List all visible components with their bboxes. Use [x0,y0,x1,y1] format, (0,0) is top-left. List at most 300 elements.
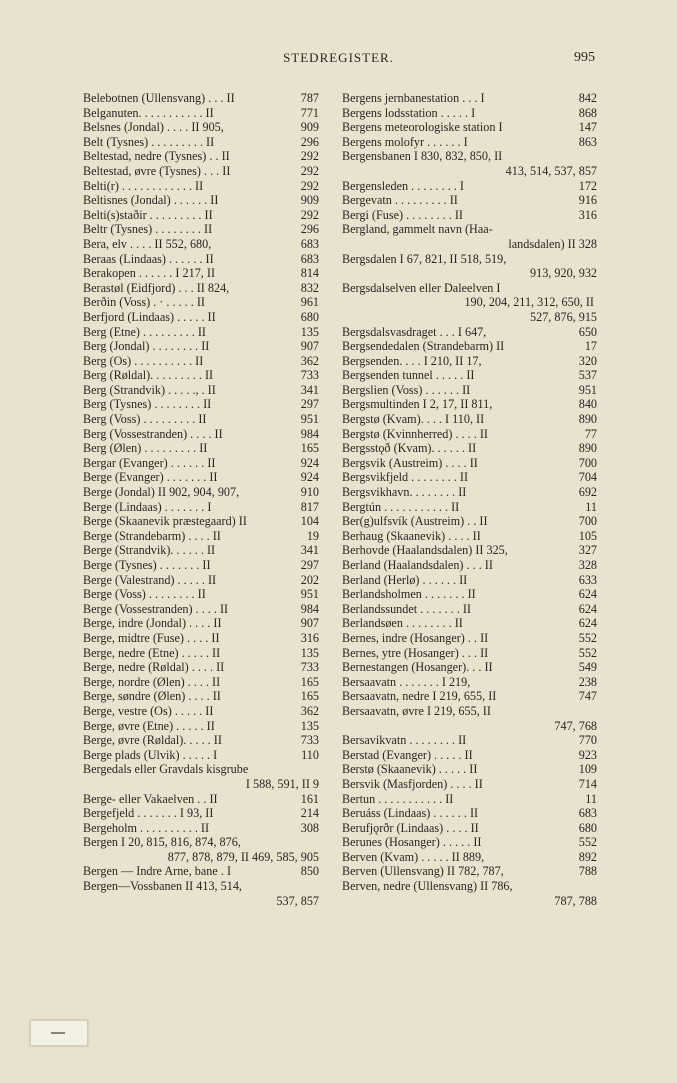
entry-page-ref: 680 [578,820,597,835]
index-entry [342,354,597,369]
entry-text: Berlandsøen . . . . . . . . II [342,616,463,631]
entry-text: Bergsvik (Austreim) . . . . II [342,455,478,470]
entry-text: Bergsdalselven eller Daleelven I [342,280,501,295]
entry-page-ref: 292 [300,178,319,193]
index-entry [83,485,319,500]
entry-text: Bergsmultinden I 2, 17, II 811, [342,397,493,412]
index-entry [83,835,319,864]
entry-page-ref: 787 [300,91,319,105]
index-entry [83,266,319,281]
entry-line [342,252,597,267]
entry-text: Berstø (Skaanevik) . . . . . II [342,762,478,777]
entry-line [342,762,597,777]
entry-page-ref [316,835,319,850]
entry-line [342,864,597,879]
entry-page-ref: 552 [578,630,597,645]
page-tab-marker [30,1020,88,1046]
entry-text: Berakopen . . . . . . I 217, II [83,266,215,281]
entry-page-ref [594,295,597,310]
entry-line [342,354,597,369]
entry-page-ref: 714 [578,776,597,791]
index-entry [342,879,597,908]
entry-line [83,500,319,515]
entry-line [83,675,319,690]
entry-page-ref: 842 [578,91,597,105]
entry-line [83,310,319,325]
index-entry [83,821,319,836]
index-entry [342,470,597,485]
entry-text: Belt (Tysnes) . . . . . . . . . II [83,134,215,149]
entry-line [342,602,597,617]
entry-text: Bergefjeld . . . . . . . I 93, II [83,806,214,821]
entry-text: Berhovde (Haalandsdalen) II 325, [342,543,508,558]
entry-text: Berge (Strandebarm) . . . . II [83,528,221,543]
entry-page-ref: 238 [578,674,597,689]
entry-page-ref: 909 [300,193,319,208]
entry-line [342,135,597,150]
entry-page-ref: 328 [578,236,597,251]
index-entry [342,456,597,471]
entry-line [83,806,319,821]
entry-line [342,821,597,836]
entry-page-ref: 292 [300,207,319,222]
entry-page-ref: 951 [578,382,597,397]
entry-text: Bergens jernbanestation . . . I [342,91,485,105]
index-entry [83,368,319,383]
entry-line [342,412,597,427]
entry-text: Bergens meteorologiske station I [342,120,503,135]
entry-text: Berg (Ølen) . . . . . . . . . II [83,441,208,456]
index-entry [83,310,319,325]
index-entry [83,222,319,237]
entry-text: Bergensleden . . . . . . . . I [342,178,464,193]
index-entry [83,193,319,208]
entry-page-ref: 77 [584,426,597,441]
entry-line [83,704,319,719]
index-entry [342,193,597,208]
entry-text: Bergen—Vossbanen II 413, 514, [83,879,242,894]
entry-text: Berfjord (Lindaas) . . . . . II [83,309,216,324]
entry-text: Bergar (Evanger) . . . . . . II [83,455,216,470]
index-entry [83,383,319,398]
entry-text: Berg (Voss) . . . . . . . . . II [83,412,207,427]
entry-line [342,529,597,544]
entry-line [342,383,597,398]
entry-line [83,631,319,646]
entry-line [342,748,597,763]
entry-line [342,193,597,208]
entry-page-ref: 110 [301,747,319,762]
index-entry [83,135,319,150]
entry-continuation-line [342,237,597,252]
entry-text: Berge (Tysnes) . . . . . . . II [83,558,211,572]
entry-page-ref: 817 [300,499,319,514]
entry-text: Berge, søndre (Ølen) . . . . II [83,689,221,704]
entry-page-ref: 788 [578,864,597,879]
entry-text: Berge, nordre (Ølen) . . . . II [83,674,221,689]
entry-line [83,368,319,383]
entry-page-ref: 11 [585,791,597,806]
entry-text: Bergsvikfjeld . . . . . . . . II [342,470,469,485]
entry-page-ref [594,879,597,894]
index-entry [342,660,597,675]
index-entry [342,281,597,325]
index-entry [83,689,319,704]
entry-line [83,339,319,354]
entry-page-ref: 868 [578,105,597,120]
entry-line [342,91,597,106]
entry-page-ref: 104 [300,514,319,529]
entry-line [83,266,319,281]
entry-text: Berge (Lindaas) . . . . . . . I [83,499,212,514]
page-number: 995 [574,50,595,65]
entry-page-ref: 292 [300,163,319,178]
entry-line [342,325,597,340]
entry-line [83,602,319,617]
index-entry [83,500,319,515]
index-entry [83,631,319,646]
entry-line [83,616,319,631]
entry-page-ref: 650 [578,324,597,339]
index-entry [342,120,597,135]
index-entry [342,529,597,544]
index-entry [342,339,597,354]
entry-text: Bera, elv . . . . II 552, 680, [83,236,212,251]
page-header [0,50,677,70]
entry-line [83,281,319,296]
entry-text: Bergsdalsvasdraget . . . I 647, [342,324,487,339]
entry-text: Berg (Tysnes) . . . . . . . . II [83,397,212,412]
entry-text: Berven, nedre (Ullensvang) II 786, [342,879,513,894]
entry-text: Bersvik (Masfjorden) . . . . II [342,776,483,791]
index-entry [83,456,319,471]
entry-text: Bergslien (Voss) . . . . . . II [342,382,471,397]
index-entry [83,704,319,719]
index-entry [342,514,597,529]
entry-text: Belsnes (Jondal) . . . . II 905, [83,120,224,135]
entry-text: Bergsenden. . . . I 210, II 17, [342,353,482,368]
entry-page-ref: 683 [300,251,319,266]
entry-line [83,149,319,164]
index-entry [342,704,597,733]
index-entry [83,529,319,544]
entry-line [83,193,319,208]
entry-text: Belebotnen (Ullensvang) . . . II [83,91,235,105]
entry-line [342,149,597,164]
entry-line [83,295,319,310]
index-entry [342,806,597,821]
entry-text: Berge (Strandvik). . . . . . II [83,543,216,558]
entry-text: Berge (Voss) . . . . . . . . II [83,587,206,602]
entry-line [342,850,597,865]
entry-text: Berland (Haalandsdalen) . . . II [342,558,493,572]
entry-text: Berufjǫrðr (Lindaas) . . . . II [342,820,479,835]
entry-page-ref: 320 [578,353,597,368]
index-entry [83,879,319,908]
entry-page-ref: 19 [306,528,319,543]
index-entry [342,558,597,573]
entry-line [342,456,597,471]
entry-line [83,587,319,602]
index-entry [83,164,319,179]
entry-continuation-line [342,310,597,325]
entry-page-ref: 984 [300,426,319,441]
entry-text: Bergensbanen I 830, 832, 850, II [342,149,503,164]
entry-text: Berðin (Voss) . · . . . . . II [83,295,205,310]
entry-line [83,237,319,252]
entry-line [83,354,319,369]
entry-text: Bergen I 20, 815, 816, 874, 876, [83,835,241,850]
index-entry [342,543,597,558]
entry-text: Berge plads (Ulvik) . . . . . I [83,747,218,762]
entry-page-ref: 683 [300,236,319,251]
index-entry [83,864,319,879]
index-column-left [83,91,319,908]
index-entry [342,222,597,251]
entry-page-ref: 857 [578,163,597,178]
entry-text: Berg (Os) . . . . . . . . . . II [83,353,204,368]
entry-line [83,689,319,704]
entry-page-ref: 923 [578,747,597,762]
entry-line [342,792,597,807]
entry-text: Berge (Evanger) . . . . . . . II [83,470,218,485]
entry-line [83,792,319,807]
entry-line [342,704,597,719]
entry-page-ref: 297 [300,397,319,412]
entry-line [83,558,319,573]
entry-text: Berunes (Hosanger) . . . . . II [342,835,482,850]
entry-text: Berhaug (Skaanevik) . . . . II [342,528,481,543]
entry-continuation-line [342,164,597,179]
index-entry [342,368,597,383]
index-entry [342,777,597,792]
entry-page-ref [316,762,319,777]
entry-line [342,543,597,558]
entry-page-ref: 308 [300,820,319,835]
index-entry [342,616,597,631]
entry-page-ref: 916 [578,193,597,208]
index-entry [83,748,319,763]
entry-line [83,821,319,836]
entry-text: 527, 876, [530,309,576,324]
entry-line [342,427,597,442]
index-entry [83,602,319,617]
entry-page-ref: 951 [300,587,319,602]
entry-page-ref: 768 [578,718,597,733]
entry-text: 913, 920, [530,266,576,281]
entry-continuation-line [83,850,319,865]
entry-page-ref [594,252,597,267]
entry-page-ref: 890 [578,412,597,427]
index-entry [83,339,319,354]
entry-page-ref: 11 [585,499,597,514]
entry-text: Bergi (Fuse) . . . . . . . . II [342,207,463,222]
entry-page-ref: 924 [300,455,319,470]
entry-text: Belti(s)staðir . . . . . . . . . II [83,207,213,222]
entry-line [342,835,597,850]
entry-page-ref: 733 [300,660,319,675]
index-entry [342,412,597,427]
index-entry [83,719,319,734]
index-entry [342,646,597,661]
entry-page-ref: 700 [578,455,597,470]
index-entry [83,646,319,661]
entry-line [342,500,597,515]
entry-text: Berg (Strandvik) . . . . ., . II [83,382,216,397]
entry-text: Bersavikvatn . . . . . . . . II [342,733,467,748]
index-entry [83,543,319,558]
entry-line [342,806,597,821]
index-entry [83,762,319,791]
index-entry [342,675,597,690]
entry-text: Bergstø (Kvam). . . . I 110, II [342,412,485,427]
entry-page-ref: 537 [578,368,597,383]
entry-text: Bergsstǫð (Kvam). . . . . . II [342,441,477,456]
entry-line [342,675,597,690]
entry-text: Bergedals eller Gravdals kisgrube [83,762,249,777]
entry-text: Bergens molofyr . . . . . . I [342,134,468,149]
index-entry [342,792,597,807]
entry-text: Berstad (Evanger) . . . . . II [342,747,473,762]
entry-line [83,135,319,150]
entry-text: landsdalen) II [508,236,576,251]
entry-text: Bersaavatn . . . . . . . I 219, [342,674,471,689]
index-entry [342,821,597,836]
index-entry [342,602,597,617]
entry-line [83,864,319,879]
entry-text: Berge, øvre (Etne) . . . . . II [83,718,215,733]
entry-line [342,660,597,675]
entry-line [83,412,319,427]
index-entry [342,587,597,602]
entry-page-ref: 951 [300,412,319,427]
entry-text: Beltestad, nedre (Tysnes) . . II [83,149,230,164]
entry-page-ref: 905 [300,849,319,864]
entry-line [342,485,597,500]
entry-continuation-line [342,719,597,734]
entry-text: Belti(r) . . . . . . . . . . . . II [83,178,204,193]
entry-page-ref: 680 [300,309,319,324]
entry-line [83,325,319,340]
entry-page-ref: 771 [300,105,319,120]
entry-line [83,222,319,237]
index-entry [342,149,597,178]
entry-page-ref: 924 [300,470,319,485]
index-entry [83,514,319,529]
entry-line [83,383,319,398]
entry-line [342,514,597,529]
index-entry [83,427,319,442]
entry-text: 413, 514, 537, [505,163,576,178]
entry-line [83,719,319,734]
entry-text: Bergeholm . . . . . . . . . . II [83,820,210,835]
entry-text: Bersaavatn, nedre I 219, 655, II [342,689,497,704]
entry-line [342,646,597,661]
entry-text: Bergsendedalen (Strandebarm) II [342,339,505,354]
index-entry [83,792,319,807]
entry-line [342,106,597,121]
index-entry [83,208,319,223]
index-entry [83,325,319,340]
entry-page-ref: 316 [578,207,597,222]
entry-line [83,208,319,223]
entry-line [342,587,597,602]
entry-page-ref: 910 [300,485,319,500]
entry-page-ref: 832 [300,280,319,295]
entry-text: Berge, indre (Jondal) . . . . II [83,616,222,631]
entry-page-ref: 135 [300,324,319,339]
entry-line [83,91,319,106]
entry-line [342,879,597,894]
index-entry [342,485,597,500]
entry-page-ref: 624 [578,587,597,602]
entry-line [83,179,319,194]
entry-text: Berge (Valestrand) . . . . . II [83,572,217,587]
entry-line [83,733,319,748]
entry-page-ref: 733 [300,368,319,383]
index-entry [83,237,319,252]
entry-text: Bernes, indre (Hosanger) . . II [342,630,489,645]
entry-page-ref: 961 [300,295,319,310]
entry-page-ref: 683 [578,806,597,821]
entry-line [83,573,319,588]
index-entry [342,762,597,777]
entry-text: Berg (Røldal). . . . . . . . . II [83,368,214,383]
index-entry [83,412,319,427]
index-entry [342,325,597,340]
entry-page-ref: 297 [300,558,319,572]
entry-page-ref: 692 [578,485,597,500]
index-entry [83,587,319,602]
entry-text: Bergens lodsstation . . . . . I [342,105,476,120]
entry-page-ref [594,704,597,719]
entry-line [83,252,319,267]
entry-page-ref: 296 [300,222,319,237]
entry-text: Bergsenden tunnel . . . . . II [342,368,475,383]
entry-line [342,616,597,631]
index-entry [83,252,319,267]
entry-text: Berge (Jondal) II 902, 904, 907, [83,485,240,500]
entry-line [83,543,319,558]
entry-text: Bergtún . . . . . . . . . . . II [342,499,460,514]
entry-text: Bergstø (Kvinnherred) . . . . II [342,426,488,441]
index-entry [342,383,597,398]
entry-line [83,456,319,471]
entry-page-ref: 9 [312,776,319,791]
entry-page-ref [594,222,597,237]
entry-page-ref: 700 [578,514,597,529]
entry-page-ref: 17 [584,339,597,354]
entry-text: Ber(g)ulfsvík (Austreim) . . II [342,514,488,529]
entry-continuation-line [342,295,597,310]
entry-text: Bertun . . . . . . . . . . . II [342,791,454,806]
entry-page-ref: 907 [300,339,319,354]
entry-page-ref: 362 [300,353,319,368]
entry-text: Beruáss (Lindaas) . . . . . . II [342,806,479,821]
entry-text: Berlandssundet . . . . . . . II [342,601,471,616]
entry-page-ref: 624 [578,616,597,631]
entry-page-ref: 316 [300,630,319,645]
entry-page-ref: 202 [300,572,319,587]
entry-text: Bernestangen (Hosanger). . . II [342,660,493,675]
index-entry [342,835,597,850]
index-entry [83,295,319,310]
entry-text: Berland (Herlø) . . . . . . II [342,572,468,587]
entry-line [83,106,319,121]
entry-page-ref: 135 [300,718,319,733]
entry-text: 787, [554,893,576,908]
index-entry [342,500,597,515]
